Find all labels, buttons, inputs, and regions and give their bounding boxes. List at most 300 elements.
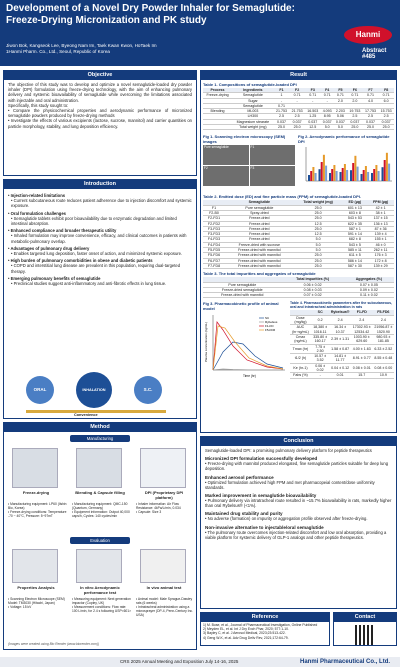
affiliation: 1Hanmi Pharm. Co., Ltd., Seoul, Republic of Korea <box>6 49 110 54</box>
sem-image-grid <box>203 145 295 186</box>
table-cell: F3-FD3 <box>203 232 225 237</box>
conclusion-point-heading: Maintained drug stability and purity <box>205 511 283 517</box>
table-cell: 2.5 <box>363 114 379 119</box>
table-cell <box>203 125 232 130</box>
table-cell: 2.203 <box>334 109 347 114</box>
table-cell: Freeze-dried <box>225 232 294 237</box>
aerodynamic-bar <box>340 172 342 181</box>
introduction-heading: Introduction <box>4 180 196 189</box>
table-cell: 585 ± 11 <box>343 248 368 253</box>
sc-circle: S.C. <box>134 376 162 404</box>
aerodynamic-bar <box>346 170 348 181</box>
table-cell: 5.0 <box>321 125 334 130</box>
aerodynamic-bar <box>331 169 333 181</box>
table-header-cell: ED (µg) <box>343 200 368 205</box>
table3-title: Table 3. The total impurities and aggregates of semaglutide <box>203 271 316 277</box>
table-cell: 25.0 <box>294 226 343 231</box>
conclusion-point-text: • Pulmonary delivery via intratracheal route resulted in ~15.7% bioavailability in rats, markedly higher than oral Rybelsus® (<1%). <box>205 498 392 509</box>
table-header-cell: F3 <box>305 88 321 93</box>
table-cell: 5.0 <box>294 248 343 253</box>
aerodynamic-bar <box>384 160 386 181</box>
table-cell: Total weight (mg) <box>232 125 274 130</box>
route-diagram <box>4 370 196 418</box>
table-cell: 25.0 <box>378 125 394 130</box>
aerodynamic-bar <box>325 166 327 181</box>
table-cell: Tmax (hr) <box>290 344 311 354</box>
table-cell: 5.06 <box>334 114 347 119</box>
intro-item-text: • Semaglutide tablets exhibit poor bioavailability due to enzymatic degradation and limited intestinal absorption. <box>11 215 177 227</box>
conclusion-point-text: • Optimized formulation achieved high FPM and met pharmacopeial content/dose uniformity standards. <box>205 479 375 490</box>
oral-circle: ORAL <box>26 376 54 404</box>
aerodynamic-bar <box>329 173 331 181</box>
table-cell: 1 <box>274 93 290 98</box>
table-cell: 25.0 <box>294 205 343 210</box>
reference-item: 2) Meyden EL, et al. Int J Dry Exch Phar, 2020; 577:1-10. <box>203 627 289 632</box>
intro-item-text: • COPD and interstitial lung disease are prevalent in this population, requiring dual-targeted therapy. <box>11 263 181 274</box>
conclusion-intro: Semaglutide-loaded DPI: a promising pulmonary delivery platform for peptide therapeutics <box>205 448 372 453</box>
table-cell: 2.4 <box>373 315 394 325</box>
aerodynamic-bar <box>378 171 380 181</box>
table-cell: 0.08 ± 0.01 <box>351 363 373 373</box>
table-cell: 5.0 <box>294 237 343 242</box>
table-cell: 2.5 <box>378 114 394 119</box>
dpi-image <box>140 448 186 488</box>
intro-item-text: • Enables targeted lung deposition, faster onset of action, and minimized systemic exposure. <box>11 251 183 257</box>
introduction-section <box>3 179 197 419</box>
table-cell: Freeze-dried with mannitol <box>225 248 294 253</box>
table-cell: 0.04 ± 0.12 <box>329 363 350 373</box>
table-cell: 6.0 <box>378 98 394 103</box>
table-header-cell: Ingredients <box>232 88 274 93</box>
evaluation-step-name: Properties Analysis <box>17 585 55 590</box>
aerodynamic-bar <box>344 164 346 181</box>
table-cell: F6-FD7 <box>203 258 225 263</box>
table-cell: 25.0 <box>294 263 343 268</box>
table-cell: 4.0 <box>363 98 379 103</box>
table-cell: 137 ± 15 <box>367 216 394 221</box>
manufacturing-step-desc: • Manufacturing equipment: LP60 (Ilshin Bio, Korea) • Freeze-drying conditions: Temperature -70 ~ 40°C, Pressure: 5~97mT <box>8 502 67 518</box>
footer-company: Hanmi Pharmaceutical Co., Ltd. <box>300 659 391 665</box>
table-cell: F5-FD6 <box>203 253 225 258</box>
table1 <box>203 88 394 130</box>
methods-heading: Method <box>4 423 196 432</box>
sem-image <box>203 145 249 165</box>
table-header-cell: F5-FD6 <box>373 310 394 315</box>
author-list: Jiwon Bok, Kangseok Lee, Byeong Nam Im, Taek Kwan Kwon, HoTaek Im <box>6 43 157 48</box>
conclusion-point-heading: Micronized DPI formulation successfully developed <box>205 456 318 462</box>
table1-title: Table 1. Compositions of semaglutide-loaded DPI <box>203 82 297 87</box>
evaluation-tag: Evaluation <box>70 537 130 544</box>
methods-section <box>3 422 197 650</box>
table-cell: 25.0 <box>294 253 343 258</box>
table-cell: 21956.87 ± 1520.90 <box>374 325 393 334</box>
reference-heading: Reference <box>201 613 329 622</box>
sem-image-label: F3 <box>250 166 255 171</box>
aerodynamic-bar <box>319 170 321 182</box>
table-cell: AUC (hr·ng/mL) <box>290 325 311 335</box>
sem-image-label: F1 <box>250 145 255 150</box>
table-row <box>290 373 394 378</box>
conclusion-point-heading: Non-invasive alternative to injectable/oral semaglutide <box>205 524 324 530</box>
aerodynamic-bar <box>321 162 323 181</box>
pk-legend-label: Rybelsus <box>265 320 278 325</box>
reference-section <box>200 612 330 646</box>
aerodynamic-bar <box>373 169 375 181</box>
table-cell: Freeze-dried <box>225 226 294 231</box>
table-cell: Spray-dried <box>225 210 294 215</box>
reference-item: 1) M. Buse, et al., Journal of Pharmaceutical Investigation, Online Published <box>203 623 318 627</box>
table-row <box>290 344 394 354</box>
table-cell: F2-B0 <box>203 210 225 215</box>
table-cell: 0.037 <box>347 119 363 124</box>
poster-title: Development of a Novel Dry Powder Inhaler for Semaglutide: Freeze-Drying Micronization and PK study <box>6 3 295 26</box>
aerodynamic-bar <box>350 171 352 182</box>
freeze-dryer-image <box>12 448 58 488</box>
intro-item-title: • Injection-related limitations <box>8 193 66 198</box>
aerodynamic-bar <box>354 156 356 181</box>
evaluation-step-desc: • Animal model: Male Sprague-Dawley rats (6 weeks) • Intratracheal administration using a microsprayer (DP-4, Penn-Century Inc. USA) <box>136 597 193 617</box>
table-row <box>203 263 394 268</box>
table-cell: 25.0 <box>347 125 363 130</box>
manufacturing-step-name: Freeze-drying <box>22 490 50 495</box>
table-cell: 8.95 <box>321 114 334 119</box>
table-cell: Freeze-dried <box>225 216 294 221</box>
table-header-cell: F5 <box>334 88 347 93</box>
aerodynamic-bar <box>365 166 367 181</box>
table-header-cell: Total impurities (%) <box>282 277 344 282</box>
aerodynamic-bar <box>361 174 363 181</box>
sem-image-label: F2 <box>204 166 208 171</box>
table-cell: - <box>305 98 321 103</box>
table-cell: 15.753 <box>378 109 394 114</box>
conclusion-section <box>200 436 397 609</box>
result-heading: Result <box>201 71 396 80</box>
aerodynamic-bar <box>333 165 335 181</box>
table-header-cell: F2 <box>289 88 305 93</box>
table-cell: 16.34 ± 10.37 <box>329 325 350 335</box>
table-cell: 38 ± 1 <box>367 210 394 215</box>
objective-heading: Objective <box>4 71 196 80</box>
intro-item-title: • High burden of pulmonary comorbidities in obese and diabetic patients <box>8 258 153 264</box>
aerodynamic-bar <box>357 167 359 181</box>
table-header-cell: Total weight (mg) <box>294 200 343 205</box>
table-cell: 0.07 ± 0.02 <box>282 293 344 298</box>
table-cell: Freeze-dried semaglutide <box>203 287 282 292</box>
table-cell: F7-FD8 <box>203 263 225 268</box>
table-cell: 591 ± 14 <box>343 232 368 237</box>
table-cell: 25.0 <box>294 216 343 221</box>
aerodynamic-bar <box>382 168 384 182</box>
aerodynamic-bar <box>363 170 365 181</box>
table-cell: 682 ± 8 <box>343 237 368 242</box>
table-cell: LH300 <box>232 114 274 119</box>
table-cell: 0.71 <box>363 93 379 98</box>
table-cell: 25.0 <box>294 210 343 215</box>
ngi-image <box>76 549 122 583</box>
table-cell: 335.80 ± 160.17 <box>311 334 329 344</box>
table-cell: Dose (mg/kg) <box>290 315 311 325</box>
table-cell: 155 ± 1 <box>367 237 394 242</box>
table-cell: 17.753 <box>363 109 379 114</box>
table-header-cell: F6 <box>347 88 363 93</box>
table-cell: 587 ± 30 <box>343 263 368 268</box>
conclusion-point-text: • Freeze-drying with mannitol produced elongated, fine semaglutide particles suitable for deep lung deposition. <box>205 461 389 472</box>
table-cell: 0.037 <box>274 119 290 124</box>
rat-image <box>140 549 186 583</box>
sem-image <box>250 166 296 186</box>
table-cell: Semaglutide <box>232 103 274 108</box>
table-cell: 2.5 <box>289 114 305 119</box>
table-cell: 14.81 ± 11.77 <box>329 354 350 364</box>
table-cell: 0.08 ± 0.03 <box>282 287 344 292</box>
table-cell: 0.71 <box>289 93 305 98</box>
table-cell: Blending <box>203 109 232 114</box>
table-cell: 2.0 <box>334 98 347 103</box>
table-cell: 12.5 <box>305 125 321 130</box>
table-cell: 172 ± 8 <box>367 258 394 263</box>
table2-title: Table 2. Emitted dose (ED) and fine particle mass (FPM) of semaglutide-loaded DPI. <box>203 194 361 200</box>
pk-y-label: Plasma concentration (ng/mL) <box>204 322 208 363</box>
table-row <box>203 125 394 130</box>
aerodynamic-bar <box>342 168 344 181</box>
conclusion-point-heading: Marked improvement in semaglutide bioavailability <box>205 493 317 499</box>
table-cell: t1/2 (h) <box>290 354 311 364</box>
table-cell: F1 <box>203 205 225 210</box>
table-cell: Pure semaglutide <box>225 205 294 210</box>
table-cell: Fabs (%) <box>290 373 311 378</box>
table-cell: F2-FD1 <box>203 216 225 221</box>
objective-p1: The objective of this study was to develop and optimize a novel semaglutide-loaded dry powder inhaler (DPI) formulation using freeze-drying technology, with the aim of enhancing pulmonary delivery and systemic bioavailability of semaglutide while overcoming the limitations associated with injectable and oral administration. <box>8 82 192 103</box>
table-cell: 0.71 <box>378 93 394 98</box>
aerodynamic-bar <box>367 172 369 181</box>
table-cell: Freeze-dried with mannitol <box>225 253 294 258</box>
table-cell: 19.753 <box>347 109 363 114</box>
contact-section <box>333 612 397 646</box>
table-cell: 601 ± 13 <box>343 205 368 210</box>
table-cell: Magnesium stearate <box>232 119 274 124</box>
table-cell: Freeze-dried with mannitol <box>225 263 294 268</box>
table-row <box>290 334 394 344</box>
poster-header <box>0 0 400 66</box>
table-cell: 176 ± 3 <box>367 253 394 258</box>
aerodynamic-bar <box>312 167 314 181</box>
aerodynamic-bar <box>388 164 390 181</box>
hanmi-logo: Hanmi <box>344 26 392 44</box>
table-cell: 262 ± 11 <box>367 248 394 253</box>
manufacturing-step-name: DPI (Proprietary DPI platform) <box>144 490 184 500</box>
table4-title: Table 4. Pharmacokinetic parameters after the subcutaneous, oral and intratracheal administration in rats <box>290 301 393 310</box>
table-header-cell: SC <box>311 310 329 315</box>
table2 <box>203 200 394 269</box>
intro-item-title: • Oral formulation challenges <box>8 210 67 216</box>
table-row <box>290 315 394 325</box>
pk-sc-line <box>213 342 283 370</box>
aerodynamic-bar <box>308 175 310 181</box>
conclusion-points <box>205 456 392 540</box>
evaluation-step-name: In vitro Aerodynamic performance test <box>80 585 120 595</box>
intro-item-text: • Current subcutaneous route reduces patient adherence due to injection discomfort and systemic exposure. <box>11 198 192 209</box>
sem-instrument-image <box>12 549 58 583</box>
table-cell: 8.91 ± 0.77 <box>351 354 373 364</box>
contact-heading: Contact <box>334 613 396 622</box>
table-header-cell: F7 <box>363 88 379 93</box>
conclusion-point-heading: Enhanced aerosol performance <box>205 474 274 480</box>
table-cell: Pure semaglutide <box>203 282 282 287</box>
sem-image-label: Pure semaglutide <box>204 145 229 150</box>
aerodynamic-chart <box>298 145 394 187</box>
conclusion-point-text: • No adverse (formation) on impurity or aggregation profile observed after freeze-drying. <box>205 516 368 522</box>
table-cell: 12.5 <box>294 232 343 237</box>
table-cell: 10.57 ± 3.52 <box>311 354 329 364</box>
table-cell: 0.06 ± 0.02 <box>282 282 344 287</box>
evaluation-step-desc: • Measuring equipment: Next generation impactor (Copley, UK) • Measurement conditions: Flow rate: 100 L/min, for 2.4 s following USP<601> <box>72 597 132 613</box>
table-cell: F5-FD5 <box>203 248 225 253</box>
intro-item-title: • Emerging pulmonary benefits of semaglutide <box>8 275 101 281</box>
table-cell: Freeze-drying <box>203 93 232 98</box>
image-credit: (Images were created using Bio Render (www.biorender.com)) <box>8 642 100 646</box>
intro-item-text: • Inhaled formulation may improve convenience, efficacy, and clinical outcomes in patients with metabolic-pulmonary overlap. <box>11 233 187 244</box>
table-cell: Freeze-dried <box>225 221 294 226</box>
table-header-cell: FPM (µg) <box>367 200 394 205</box>
table-cell: 586 ± 14 <box>343 258 368 263</box>
sem-image <box>250 145 296 165</box>
table-header-cell: F1-FD <box>351 310 373 315</box>
table-cell: 1.25 <box>305 114 321 119</box>
table-cell: Freeze-dried with mannitol <box>225 258 294 263</box>
table-cell: - <box>311 373 329 378</box>
fig3-title: Fig 3. Pharmacokinetic profile of animal model <box>203 301 279 312</box>
sem-image <box>203 166 249 186</box>
table-cell: 603 ± 8 <box>343 210 368 215</box>
table-cell: 0.71 <box>321 93 334 98</box>
abstract-number: Abstract #485 <box>362 48 387 60</box>
table-row <box>203 293 394 298</box>
table-cell: 136 ± 13 <box>367 221 394 226</box>
table-cell: 2.5 <box>274 114 290 119</box>
objective-p2: Specifically, this study sought to: <box>8 102 69 108</box>
table-cell: 543 ± 53 <box>343 216 368 221</box>
objective-section <box>3 70 197 176</box>
table-header-cell: Semaglutide <box>225 200 294 205</box>
authors <box>6 43 157 55</box>
table-cell: 139 ± 29 <box>367 263 394 268</box>
pk-legend-label: SC <box>265 316 270 321</box>
left-column <box>3 70 197 650</box>
table-cell: 0.08 ± 0.00 <box>373 363 394 373</box>
table3 <box>203 277 394 298</box>
table-cell: 0.037 <box>305 119 321 124</box>
table-header-cell: Process <box>203 88 232 93</box>
manufacturing-step-name: Blending & Capsule filling <box>75 490 125 495</box>
table-cell: Sugar <box>232 98 274 103</box>
evaluation-step-name: In vivo animal test <box>146 585 182 590</box>
table-header-cell: Aggregates (%) <box>344 277 394 282</box>
table-cell: F4-FD3 <box>203 237 225 242</box>
manufacturing-step-desc: • Inhaler information: Air Flow Resistance: 4kPa/L/min, 0.034 • Capsule: Size 3 <box>136 502 181 514</box>
aerodynamic-bar <box>336 171 338 181</box>
table-cell: 25.0 <box>289 125 305 130</box>
table-cell: 7.75 ± 2.50 <box>311 344 329 354</box>
table-cell: 0.11 ± 0.02 <box>344 293 394 298</box>
table-cell: 980.93 ± 181.85 <box>373 334 394 344</box>
result-section <box>200 70 397 433</box>
table-cell: 0.71 <box>274 103 290 108</box>
table-cell: 543 ± 5 <box>343 242 368 247</box>
table-cell: F3-FD3 <box>203 226 225 231</box>
footer-conference: CRS 2025 Annual Meeting and Exposition July 14-16, 2025 <box>120 659 239 664</box>
table-cell: 622 ± 35 <box>343 221 368 226</box>
conclusion-heading: Conclusion <box>201 437 396 446</box>
evaluation-step-desc: • Scanning Electron Microscope (SEM) Model: TM3030 (Hitachi, Japan) • Voltage: 15 kV <box>8 597 65 609</box>
table-cell: 0.037 <box>363 119 379 124</box>
table-cell: 15.7 <box>351 373 373 378</box>
introduction-list <box>4 189 196 288</box>
table-cell: Ke (hr-1) <box>290 363 311 373</box>
manufacturing-step-desc: • Manufacturing equipment: QMC-150 (Quantum, Germany) • Equipment information: Output 40,000 caps/h, Cycles: 140 cycles/min <box>72 502 130 518</box>
intro-item-title: • Enhanced compliance and broader therapeutic utility <box>8 228 117 234</box>
table-header-cell: Rybelsus® <box>330 310 350 315</box>
aerodynamic-bar <box>352 163 354 181</box>
qr-code[interactable] <box>355 625 375 645</box>
aerodynamic-bar <box>375 165 377 181</box>
table-header-cell: F1 <box>274 88 290 93</box>
table-cell: 21.753 <box>274 109 290 114</box>
table-cell: 139 ± 4 <box>367 232 394 237</box>
table-cell: 0.037 <box>378 119 394 124</box>
aerodynamic-bar <box>315 173 317 181</box>
table-cell: 46 ± 0 <box>367 242 394 247</box>
table-cell: 25.0 <box>294 258 343 263</box>
objective-b2: • Investigate the effects of various excipients (lactose, sucrose, mannitol) and carrier quantities on particle morphology, stability, and lung deposition efficiency. <box>8 118 192 129</box>
table-cell: 2.0 <box>347 98 363 103</box>
table-cell: 87 ± 36 <box>367 226 394 231</box>
reference-list <box>201 622 329 641</box>
poster-footer <box>0 657 400 667</box>
table-cell: 2.4 <box>329 315 350 325</box>
table-cell: 25.0 <box>274 125 290 130</box>
table-cell: 2.39 ± 1.31 <box>329 334 350 344</box>
table-cell: 21.753 <box>289 109 305 114</box>
table-cell: F4-FD4 <box>203 242 225 247</box>
pk-legend-label: F5-FD6 <box>265 328 276 333</box>
table-cell: 611 ± 5 <box>343 253 368 258</box>
right-column <box>200 70 397 646</box>
table-cell: 0.037 <box>334 119 347 124</box>
aerodynamic-bar <box>386 153 388 181</box>
table-cell: 17302.93 ± 12534.42 <box>352 325 371 334</box>
conclusion-point-text: • The pulmonary route overcomes injection-related discomfort and low oral absorption, providing a viable platform for systemic delivery of GLP-1 analogs and other peptide therapeutics. <box>205 529 387 540</box>
table-cell: - <box>289 98 305 103</box>
table-cell: - <box>321 98 334 103</box>
aerodynamic-bar <box>371 173 373 181</box>
table-cell: 4.093 <box>321 109 334 114</box>
pk-legend-label: F1-FD <box>265 324 274 329</box>
table-cell: Freeze-dried with sucrose <box>225 242 294 247</box>
table-cell: 0.71 <box>305 93 321 98</box>
table-cell: 0.71 <box>334 93 347 98</box>
fig1-title: Fig 1. Scanning electron microscopy (SEM) images <box>203 134 286 145</box>
reference-item: 4) Geng W-K, et al. Adv Drug Deliv Rev, 2021;172:64-79. <box>203 635 289 640</box>
table-header-cell: F8 <box>378 88 394 93</box>
table-cell: 1.58 ± 0.87 <box>329 344 350 354</box>
table-cell: 16.503 <box>305 109 321 114</box>
intro-item-title: • Advantages of pulmonary drug delivery <box>8 245 90 251</box>
objective-b1: • Compare the physicochemical properties and aerodynamic performance of micronized semaglutide powders produced by freeze-drying methods <box>8 108 192 119</box>
table-cell: Cmax (ng/mL) <box>290 334 311 344</box>
table-cell: 8.55 ± 0.48 <box>373 354 394 364</box>
table-cell: 6.33 ± 2.52 <box>373 344 394 354</box>
table4 <box>290 310 394 378</box>
